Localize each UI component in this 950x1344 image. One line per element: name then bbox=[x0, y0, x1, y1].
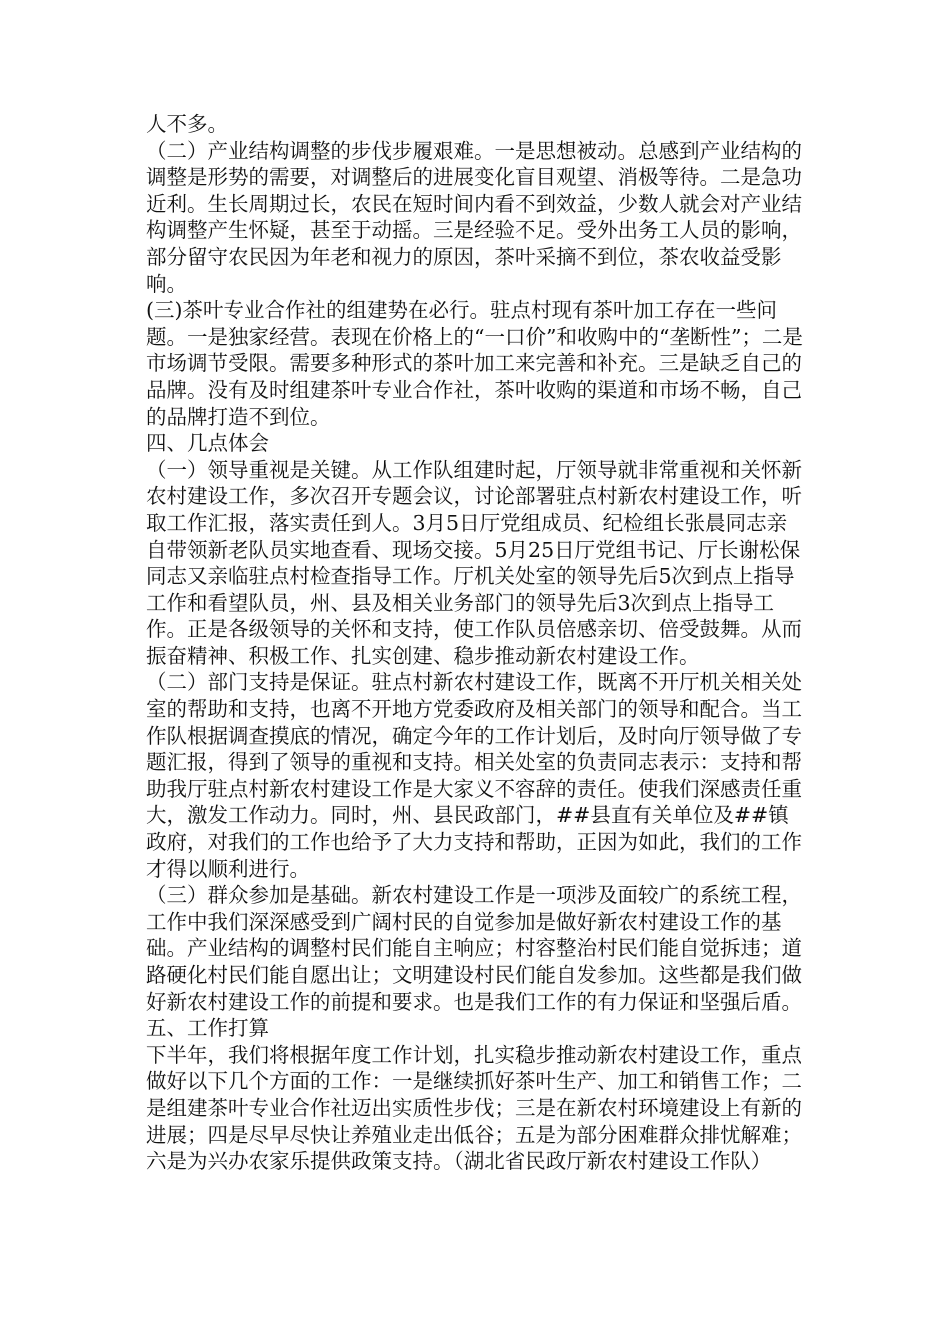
paragraph-tea-cooperative: (三)茶叶专业合作社的组建势在必行。驻点村现有茶叶加工存在一些问题。一是独家经营。表现在价格上的“一口价”和收购中的“垄断性”；二是市场调节受限。需要多种形式的茶叶加工来完善和补充。三是缺乏自己的品牌。没有及时组建茶叶专业合作社，茶叶收购的渠道和市场不畅，自己的品牌打造不到位。 bbox=[146, 298, 803, 429]
paragraph-industry-adjustment: （二）产业结构调整的步伐步履艰难。一是思想被动。总感到产业结构的调整是形势的需要，对调整后的进展变化盲目观望、消极等待。二是急功近利。生长周期过长，农民在短时间内看不到效益，少数人就会对产业结构调整产生怀疑，甚至于动摇。三是经验不足。受外出务工人员的影响，部分留守农民因为年老和视力的原因，茶叶采摘不到位，茶农收益受影响。 bbox=[146, 138, 802, 296]
paragraph-public-participation: （三）群众参加是基础。新农村建设工作是一项涉及面较广的系统工程，工作中我们深深感受到广阔村民的自觉参加是做好新农村建设工作的基础。产业结构的调整村民们能自主响应；村容整治村民们能自觉拆违；道路硬化村民们能自愿出让；文明建设村民们能自发参加。这些都是我们做好新农村建设工作的前提和要求。也是我们工作的有力保证和坚强后盾。 bbox=[146, 883, 802, 1014]
section-heading-work-plan: 五、工作打算 bbox=[146, 1016, 269, 1041]
document-body bbox=[146, 111, 806, 1175]
paragraph-leadership: （一）领导重视是关键。从工作队组建时起，厅领导就非常重视和关怀新农村建设工作，多次召开专题会议，讨论部署驻点村新农村建设工作，听取工作汇报，落实责任到人。3月5日厅党组成员、纪检组长张晨同志亲自带领新老队员实地查看、现场交接。5月25日厅党组书记、厅长谢松保同志又亲临驻点村检查指导工作。厅机关处室的领导先后5次到点上指导工作和看望队员，州、县及相关业务部门的领导先后3次到点上指导工作。正是各级领导的关怀和支持，使工作队员倍感亲切、倍受鼓舞。从而振奋精神、积极工作、扎实创建、稳步推动新农村建设工作。 bbox=[146, 457, 802, 668]
paragraph-continuation: 人不多。 bbox=[146, 112, 228, 136]
paragraph-work-plan: 下半年，我们将根据年度工作计划，扎实稳步推动新农村建设工作，重点做好以下几个方面的工作：一是继续抓好茶叶生产、加工和销售工作；二是组建茶叶专业合作社迈出实质性步伐；三是在新农村环境建设上有新的进展；四是尽早尽快让养殖业走出低谷；五是为部分困难群众排忧解难；六是为兴办农家乐提供政策支持。（湖北省民政厅新农村建设工作队） bbox=[146, 1042, 802, 1174]
section-heading-experiences: 四、几点体会 bbox=[146, 431, 269, 456]
paragraph-department-support: （二）部门支持是保证。驻点村新农村建设工作，既离不开厅机关相关处室的帮助和支持，也离不开地方党委政府及相关部门的领导和配合。当工作队根据调查摸底的情况，确定今年的工作计划后，及时向厅领导做了专题汇报，得到了领导的重视和支持。相关处室的负责同志表示：支持和帮助我厅驻点村新农村建设工作是大家义不容辞的责任。使我们深感责任重大，激发工作动力。同时，州、县民政部门，##县直有关单位及##镇政府，对我们的工作也给予了大力支持和帮助，正因为如此，我们的工作才得以顺利进行。 bbox=[146, 670, 802, 881]
